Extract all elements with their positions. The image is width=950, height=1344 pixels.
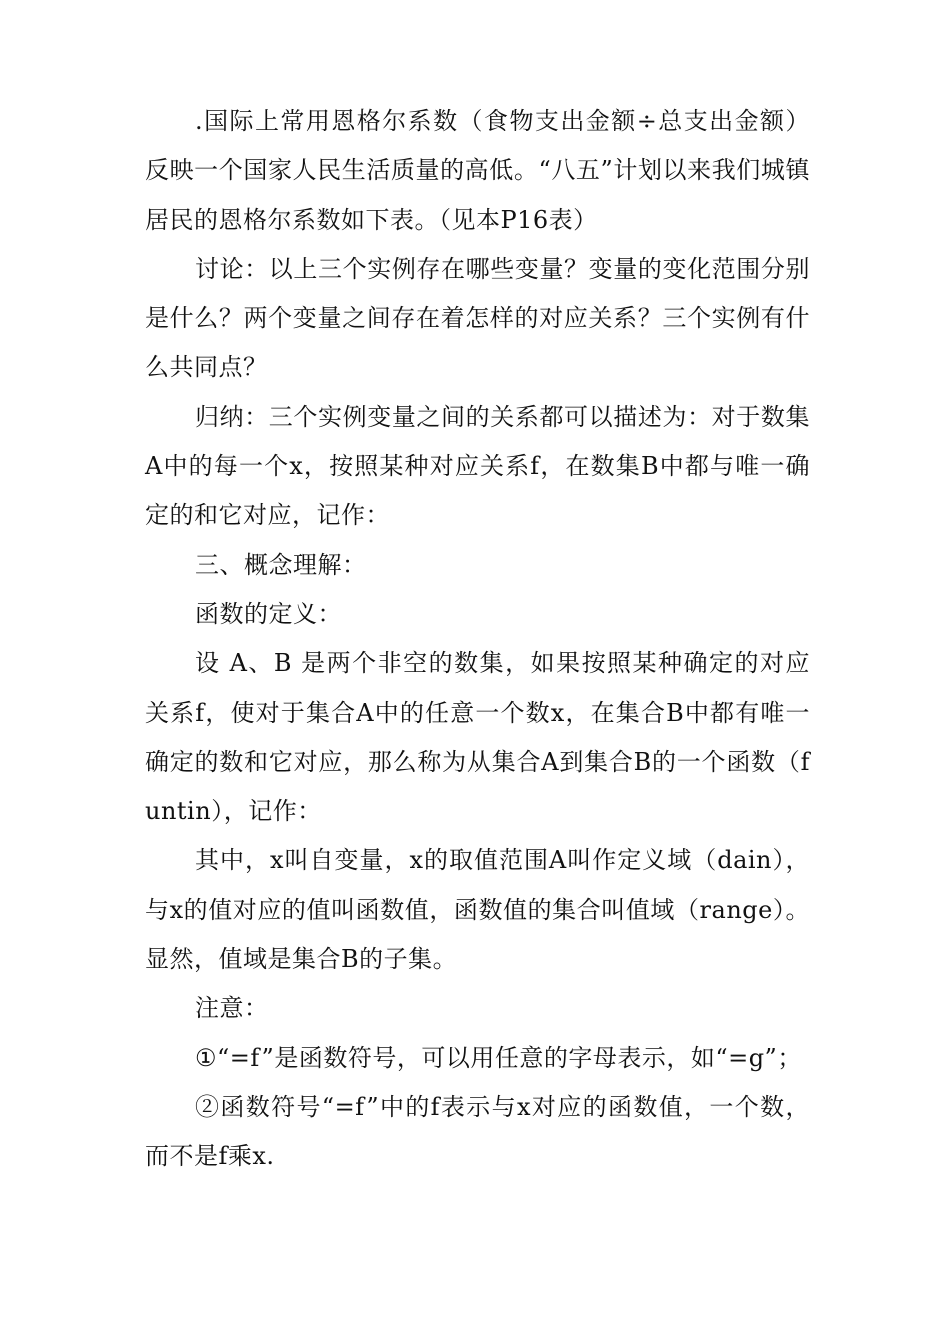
subheading-notes: 注意： [195, 994, 269, 1023]
document-body [145, 97, 810, 1182]
paragraph-domain-range: 其中，x叫自变量，x的取值范围A叫作定义域（dain），与x的值对应的值叫函数值，函数值的集合叫值域（range）。显然，值域是集合B的子集。 [145, 846, 810, 974]
subheading-function-definition: 函数的定义： [195, 599, 342, 628]
section-heading-concept: 三、概念理解： [195, 550, 367, 579]
paragraph-definition: 设 A、B 是两个非空的数集，如果按照某种确定的对应关系f，使对于集合A中的任意一个数x，在集合B中都有唯一确定的数和它对应，那么称为从集合A到集合B的一个函数（funtin），记作： [145, 649, 810, 826]
paragraph-discussion: 讨论：以上三个实例存在哪些变量？变量的变化范围分别是什么？两个变量之间存在着怎样的对应关系？三个实例有什么共同点？ [145, 254, 810, 382]
paragraph-induction: 归纳：三个实例变量之间的关系都可以描述为：对于数集A中的每一个x，按照某种对应关系f，在数集B中都与唯一确定的和它对应，记作： [145, 402, 810, 530]
paragraph-engel-coefficient: .国际上常用恩格尔系数（食物支出金额÷总支出金额）反映一个国家人民生活质量的高低。“八五”计划以来我们城镇居民的恩格尔系数如下表。（见本P16表） [145, 107, 810, 234]
note-item-1: ①“=f”是函数符号，可以用任意的字母表示，如“=g”； [195, 1043, 802, 1072]
note-item-2: ②函数符号“=f”中的f表示与x对应的函数值，一个数，而不是f乘x. [145, 1092, 810, 1171]
